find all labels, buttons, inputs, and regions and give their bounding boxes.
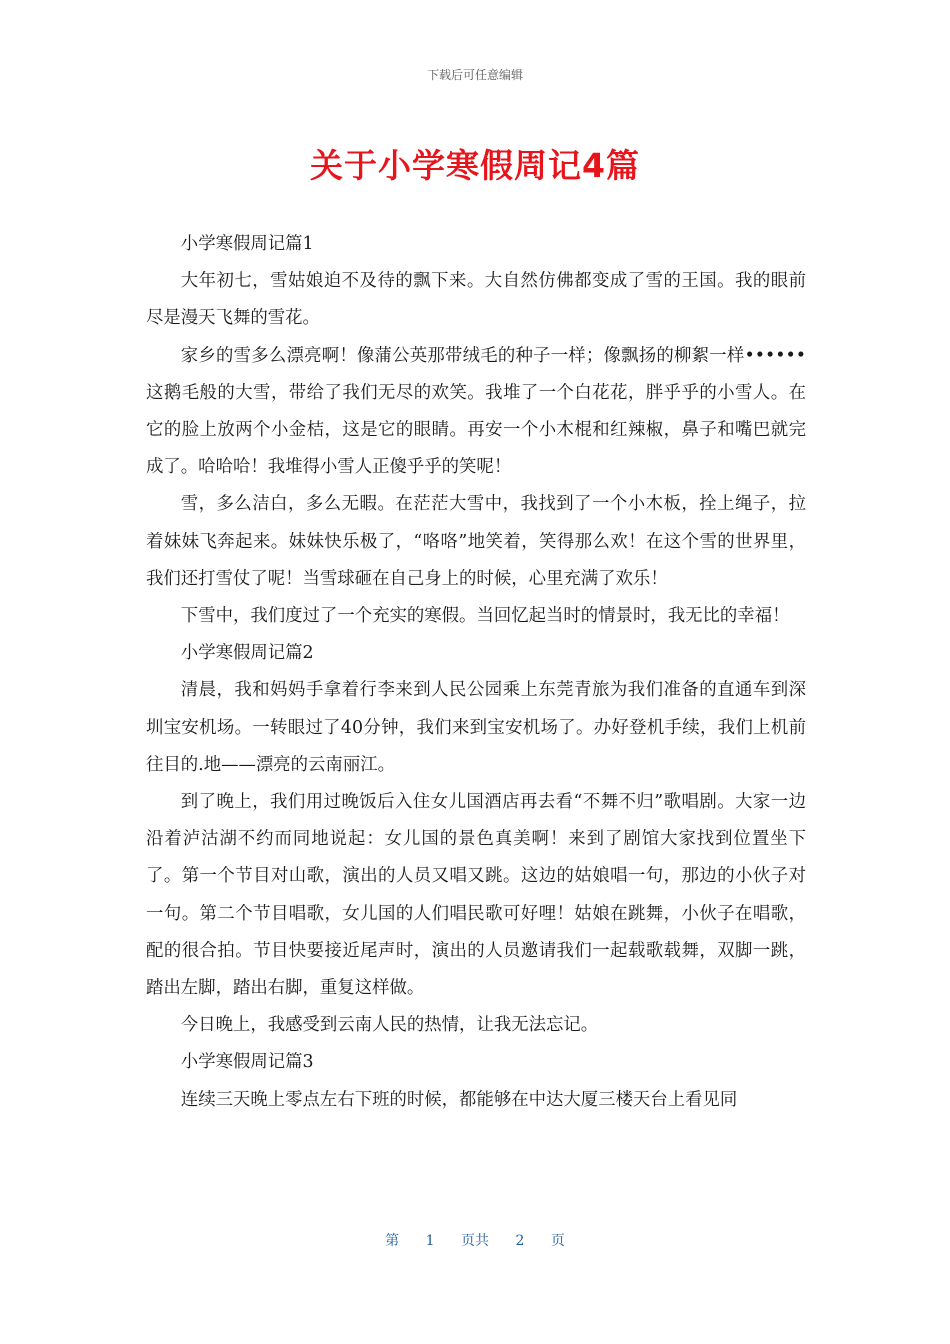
- header-note: 下载后可任意编辑: [426, 68, 523, 82]
- section-heading-3: 小学寒假周记篇3: [180, 1052, 314, 1073]
- paragraph: 大年初七，雪姑娘迫不及待的飘下来。大自然仿佛都变成了雪的王国。我的眼前尽是漫天飞舞的雪花。: [146, 271, 806, 329]
- paragraph: 清晨，我和妈妈手拿着行李来到人民公园乘上东莞青旅为我们准备的直通车到深圳宝安机场。一转眼过了40分钟，我们来到宝安机场了。办好登机手续，我们上机前往目的.地——漂亮的云南丽江。: [146, 680, 806, 775]
- footer-current-page: 1: [425, 1233, 435, 1249]
- paragraph: 家乡的雪多么漂亮啊！像蒲公英那带绒毛的种子一样；像飘扬的柳絮一样••••••这鹅毛般的大雪，带给了我们无尽的欢笑。我堆了一个白花花，胖乎乎的小雪人。在它的脸上放两个小金桔，这是它的眼睛。再安一个小木棍和红辣椒，鼻子和嘴巴就完成了。哈哈哈！我堆得小雪人正傻乎乎的笑呢！: [146, 345, 806, 478]
- footer-middle: 页共: [461, 1233, 489, 1249]
- paragraph: 今日晚上，我感受到云南人民的热情，让我无法忘记。: [180, 1015, 599, 1036]
- document-body: [146, 226, 806, 1119]
- document-title: 关于小学寒假周记4篇: [310, 146, 640, 185]
- section-heading-1: 小学寒假周记篇1: [180, 234, 314, 254]
- footer-total-pages: 2: [515, 1233, 525, 1249]
- paragraph: 连续三天晚上零点左右下班的时候，都能够在中达大厦三楼天台上看见同: [180, 1089, 738, 1110]
- section-heading-2: 小学寒假周记篇2: [180, 643, 314, 664]
- paragraph: 下雪中，我们度过了一个充实的寒假。当回忆起当时的情景时，我无比的幸福！: [180, 606, 790, 627]
- page-footer: [0, 1230, 950, 1250]
- footer-suffix: 页: [550, 1233, 565, 1249]
- footer-prefix: 第: [385, 1233, 400, 1249]
- paragraph: 到了晚上，我们用过晚饭后入住女儿国酒店再去看“不舞不归”歌唱剧。大家一边沿着泸沽湖不约而同地说起：女儿国的景色真美啊！来到了剧馆大家找到位置坐下了。第一个节目对山歌，演出的人员又唱又跳。这边的姑娘唱一句，那边的小伙子对一句。第二个节目唱歌，女儿国的人们唱民歌可好哩！姑娘在跳舞，小伙子在唱歌，配的很合拍。节目快要接近尾声时，演出的人员邀请我们一起载歌载舞，双脚一跳，踏出左脚，踏出右脚，重复这样做。: [146, 792, 806, 999]
- paragraph: 雪，多么洁白，多么无暇。在茫茫大雪中，我找到了一个小木板，拴上绳子，拉着妹妹飞奔起来。妹妹快乐极了，“咯咯”地笑着，笑得那么欢！在这个雪的世界里，我们还打雪仗了呢！当雪球砸在自己身上的时候，心里充满了欢乐！: [146, 494, 806, 589]
